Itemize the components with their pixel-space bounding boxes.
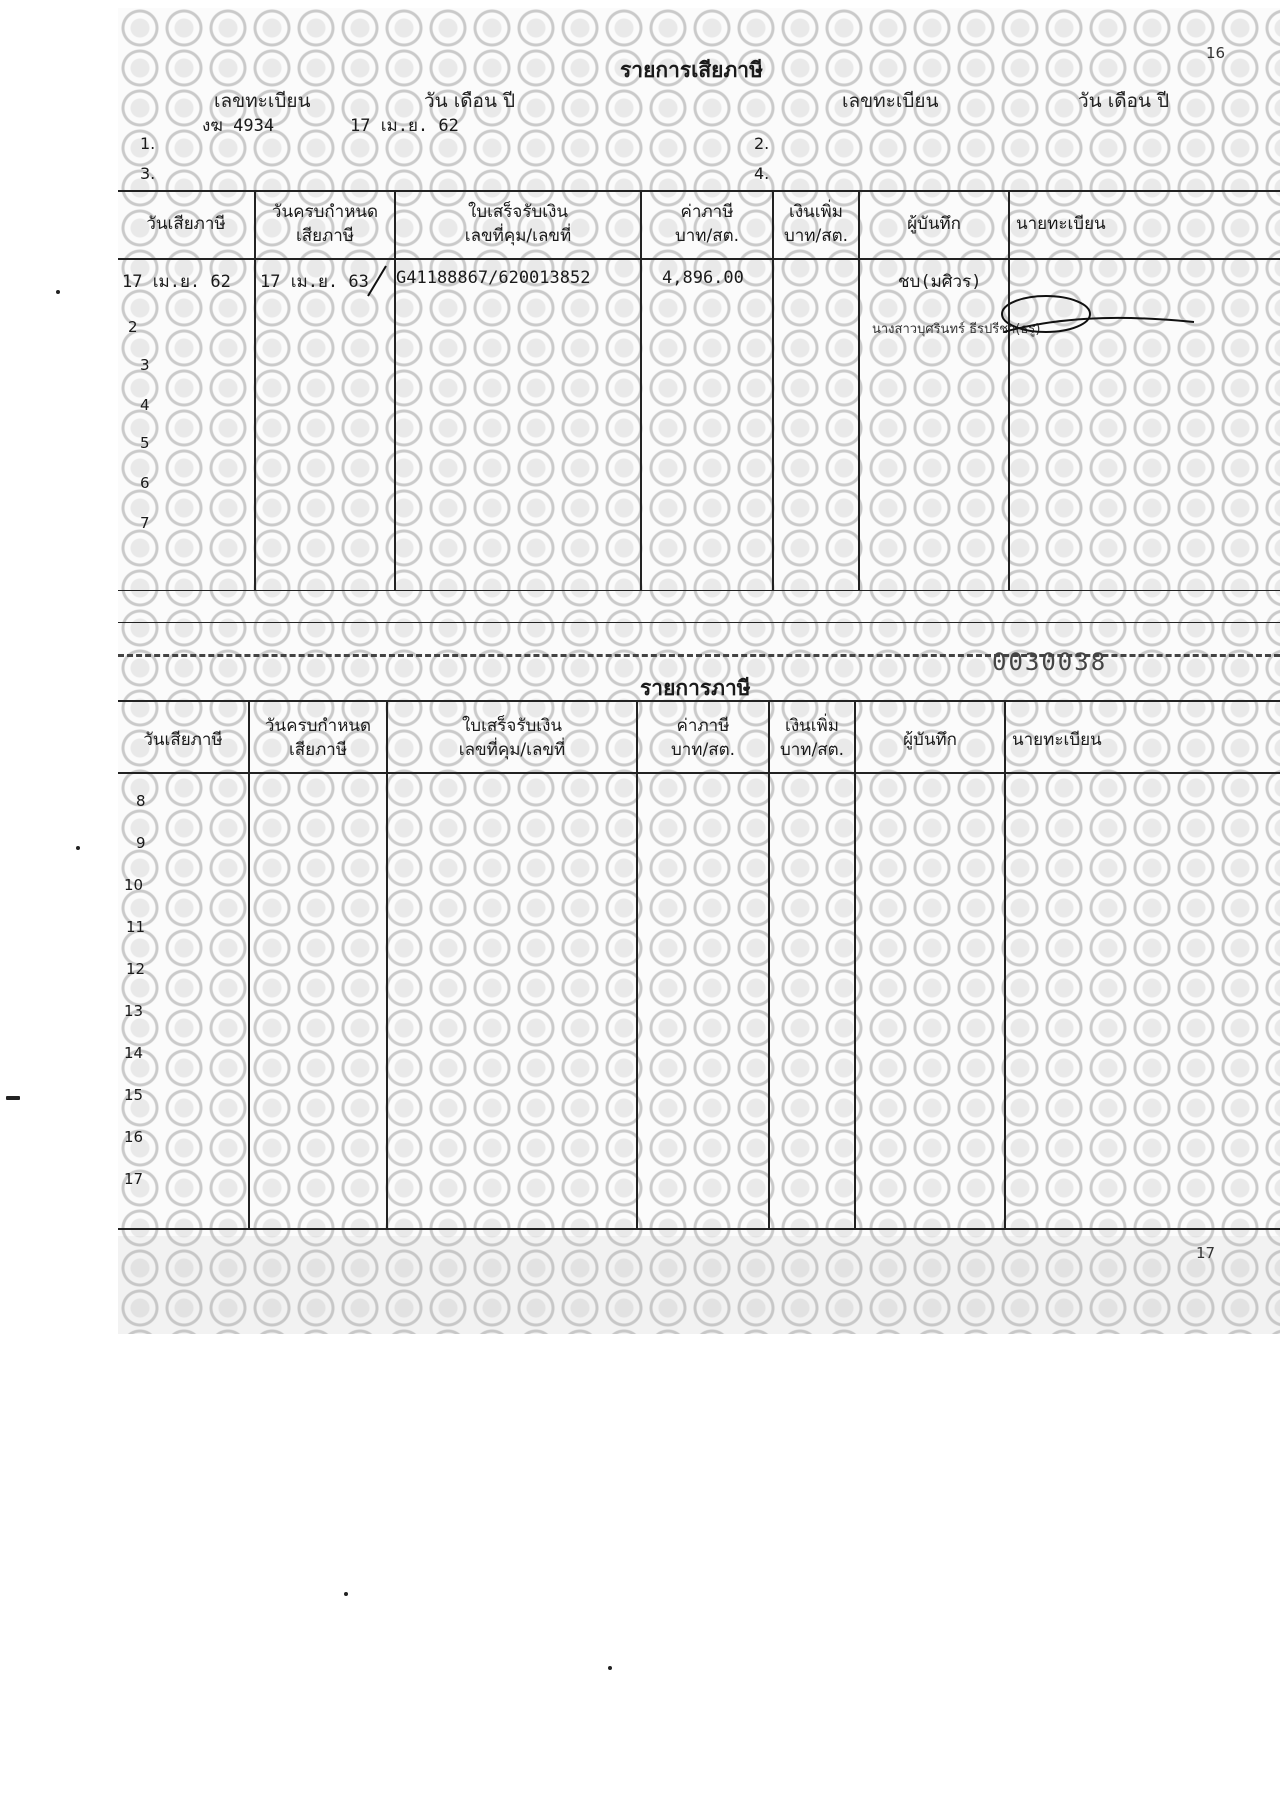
table1-header-receipt: ใบเสร็จรับเงิน เลขที่คุม/เลขที่ (464, 202, 572, 246)
row-number: 9 (136, 834, 146, 852)
reg-no-label-right: เลขทะเบียน (842, 90, 939, 112)
table2-header-border (118, 772, 1280, 774)
table2-header-recorder: ผู้บันทึก (903, 730, 957, 750)
table1-header-tax-date: วันเสียภาษี (146, 214, 226, 234)
row-number: 8 (136, 792, 146, 810)
row-number: 6 (140, 474, 150, 492)
row-number: 4 (140, 396, 150, 414)
date-label-right: วัน เดือน ปี (1078, 90, 1170, 112)
table2-header-receipt: ใบเสร็จรับเงิน เลขที่คุม/เลขที่ (458, 716, 566, 760)
row-number: 12 (126, 960, 146, 978)
serial-number: 0030038 (992, 648, 1108, 676)
registration-1-number: งฆ 4934 (202, 116, 275, 136)
row-number: 17 (124, 1170, 144, 1188)
section1-title: รายการเสียภาษี (620, 58, 763, 82)
registration-1-index: 1. (140, 134, 156, 153)
registration-1-date: 17 เม.ย. 62 (350, 116, 459, 136)
scan-speck (608, 1666, 612, 1670)
row-number: 2 (128, 318, 138, 336)
table2-col-divider (854, 700, 856, 1228)
handwritten-signature (984, 288, 1224, 344)
page-bottom-band (118, 1236, 1280, 1334)
scan-speck (56, 290, 60, 294)
table1-header-border (118, 258, 1280, 260)
row-number: 10 (124, 876, 144, 894)
row-number: 14 (124, 1044, 144, 1062)
table1-col-divider (772, 190, 774, 590)
table2-col-divider (1004, 700, 1006, 1228)
registration-3-index: 3. (140, 164, 156, 183)
scan-speck (76, 846, 80, 850)
table2-header-tax-amount: ค่าภาษี บาท/สต. (670, 716, 736, 760)
registration-4-index: 4. (754, 164, 770, 183)
table1-bottom-border (118, 590, 1280, 591)
table2-col-divider (636, 700, 638, 1228)
table1-top-border (118, 190, 1280, 192)
row1-tax-amount: 4,896.00 (662, 268, 744, 288)
scan-speck (344, 1592, 348, 1596)
table1-col-divider (858, 190, 860, 590)
row1-recorder-note: นางสาวบุศรินทร์ ธีรปรีชา(ธรู) (872, 322, 1041, 337)
registration-2-index: 2. (754, 134, 770, 153)
table1-col-divider (394, 190, 396, 590)
table1-col-divider (1008, 190, 1010, 590)
row-number: 11 (126, 918, 146, 936)
row-number: 15 (124, 1086, 144, 1104)
row-number: 5 (140, 434, 150, 452)
table2-col-divider (386, 700, 388, 1228)
page-number-top: 16 (1206, 44, 1226, 62)
table1-header-registrar: นายทะเบียน (1016, 214, 1106, 234)
table2-col-divider (768, 700, 770, 1228)
tax-record-sheet (118, 8, 1280, 1334)
section2-title: รายการภาษี (640, 676, 751, 700)
row1-tax-date: 17 เม.ย. 62 (122, 272, 231, 292)
row-number: 7 (140, 514, 150, 532)
table2-top-border (118, 700, 1280, 702)
slash-mark (364, 264, 390, 298)
table1-header-tax-amount: ค่าภาษี บาท/สต. (674, 202, 740, 246)
date-label-left: วัน เดือน ปี (424, 90, 516, 112)
row-number: 3 (140, 356, 150, 374)
table1-header-recorder: ผู้บันทึก (907, 214, 961, 234)
table2-header-due-date: วันครบกำหนด เสียภาษี (264, 716, 372, 760)
table2-bottom-border (118, 1228, 1280, 1230)
row-number: 13 (124, 1002, 144, 1020)
table1-header-surcharge: เงินเพิ่ม บาท/สต. (783, 202, 849, 246)
table1-header-due-date: วันครบกำหนด เสียภาษี (271, 202, 379, 246)
row-number: 16 (124, 1128, 144, 1146)
row1-recorder: ชบ(มศิวร) (898, 272, 982, 292)
table2-header-tax-date: วันเสียภาษี (143, 730, 223, 750)
table2-header-registrar: นายทะเบียน (1012, 730, 1102, 750)
reg-no-label-left: เลขทะเบียน (214, 90, 311, 112)
table1-col-divider (254, 190, 256, 590)
table2-header-surcharge: เงินเพิ่ม บาท/สต. (779, 716, 845, 760)
table1-col-divider (640, 190, 642, 590)
row1-receipt: G41188867/620013852 (396, 268, 591, 288)
row1-due-date: 17 เม.ย. 63 (260, 272, 369, 292)
fold-line (118, 622, 1280, 623)
scan-speck (6, 1096, 20, 1100)
page-number-bottom: 17 (1196, 1244, 1216, 1262)
table2-col-divider (248, 700, 250, 1228)
